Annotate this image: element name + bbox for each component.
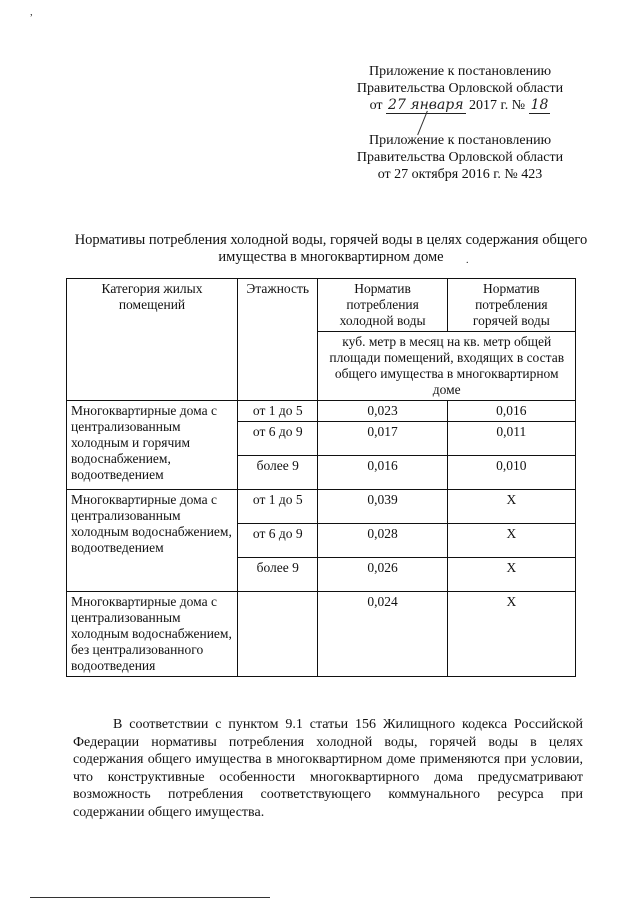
- appendix-date-line: [330, 97, 590, 114]
- cold-value-cell: 0,023: [318, 401, 447, 422]
- floors-cell: [238, 592, 318, 677]
- hot-value-cell: 0,011: [447, 422, 575, 456]
- appendix-line-1: Приложение к постановлению: [368, 64, 552, 79]
- category-cell: Многоквартирные дома с централизованным холодным водоснабжением, водоотведением: [67, 490, 238, 592]
- category-cell: Многоквартирные дома с централизованным холодным и горячим водоснабжением, водоотведением: [67, 401, 238, 490]
- floors-cell: от 1 до 5: [238, 401, 318, 422]
- cold-value-cell: 0,028: [318, 524, 447, 558]
- table-row: [67, 490, 576, 524]
- document-title: Нормативы потребления холодной воды, горячей воды в целях содержания общего имущества в многоквартирном доме: [74, 232, 588, 265]
- cold-value-cell: 0,017: [318, 422, 447, 456]
- unit-of-measure: куб. метр в месяц на кв. метр общей площади помещений, входящих в состав общего имущества в многоквартирном доме: [318, 332, 576, 401]
- appendix-header-original: [330, 132, 590, 183]
- floors-cell: более 9: [238, 558, 318, 592]
- header-floors: Этажность: [238, 279, 318, 401]
- hot-value-cell: X: [447, 524, 575, 558]
- handwritten-date: 27 января: [388, 97, 464, 113]
- appendix-orig-line-3: от 27 октября 2016 г. № 423: [377, 167, 543, 182]
- handwritten-number: 18: [530, 97, 549, 113]
- hot-value-cell: X: [447, 490, 575, 524]
- floors-cell: более 9: [238, 456, 318, 490]
- floors-cell: от 6 до 9: [238, 524, 318, 558]
- cold-value-cell: 0,039: [318, 490, 447, 524]
- appendix-orig-line-2: Правительства Орловской области: [356, 150, 564, 165]
- hot-value-cell: X: [447, 592, 575, 677]
- floors-cell: от 1 до 5: [238, 490, 318, 524]
- stray-dot: .: [466, 255, 469, 266]
- hot-value-cell: 0,016: [447, 401, 575, 422]
- header-hot-water: Норматив потребления горячей воды: [447, 279, 575, 332]
- scan-mark: ,: [30, 6, 33, 18]
- cold-value-cell: 0,026: [318, 558, 447, 592]
- date-suffix: 2017 г. №: [469, 98, 526, 113]
- footer-rule: [30, 897, 270, 898]
- table-row: [67, 592, 576, 677]
- table-row: [67, 401, 576, 422]
- cold-value-cell: 0,024: [318, 592, 447, 677]
- appendix-line-2: Правительства Орловской области: [356, 81, 564, 96]
- hot-value-cell: 0,010: [447, 456, 575, 490]
- paragraph-text: В соответствии с пунктом 9.1 статьи 156 Жилищного кодекса Российской Федерации нормативы потребления холодной воды, горячей воды в целях содержания общего имущества в многоквартирном доме применяются при условии, что конструктивные особенности многоквартирного дома предусматривают возможность потребления соответствующего коммунального ресурса при содержании общего имущества.: [73, 717, 583, 820]
- appendix-header-current: [330, 63, 590, 114]
- norms-table: [66, 278, 576, 677]
- date-prefix: от: [369, 98, 383, 113]
- cold-value-cell: 0,016: [318, 456, 447, 490]
- appendix-orig-line-1: Приложение к постановлению: [368, 133, 552, 148]
- hot-value-cell: X: [447, 558, 575, 592]
- floors-cell: от 6 до 9: [238, 422, 318, 456]
- header-cold-water: Норматив потребления холодной воды: [318, 279, 447, 332]
- body-paragraph: [73, 716, 583, 821]
- header-category: Категория жилых помещений: [67, 279, 238, 401]
- category-cell: Многоквартирные дома с централизованным холодным водоснабжением, без централизованного водоотведения: [67, 592, 238, 677]
